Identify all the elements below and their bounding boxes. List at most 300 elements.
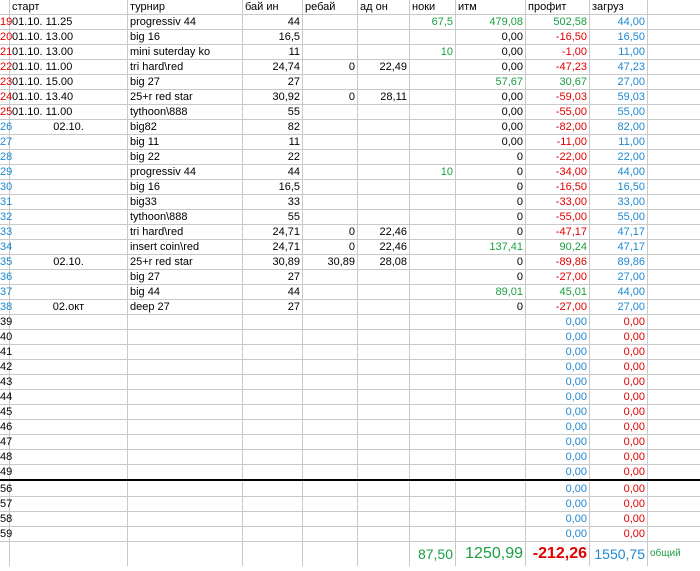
column-header-knockouts[interactable]: ноки <box>410 0 456 15</box>
cell-empty[interactable] <box>648 135 700 150</box>
cell-n[interactable]: 46 <box>0 421 13 433</box>
cell-load[interactable]: 0,00 <box>590 482 648 497</box>
cell-rebuy[interactable]: 0 <box>303 225 358 240</box>
column-header-buyin[interactable]: бай ин <box>243 0 303 15</box>
cell-start[interactable] <box>10 420 128 435</box>
cell-load[interactable]: 27,00 <box>590 300 648 315</box>
cell-empty[interactable] <box>0 542 10 566</box>
cell-n[interactable]: 38 <box>0 301 13 313</box>
cell-n[interactable]: 26 <box>0 121 13 133</box>
cell-empty[interactable] <box>410 497 456 512</box>
cell-empty[interactable] <box>648 435 700 450</box>
cell-empty[interactable] <box>456 512 526 527</box>
cell-itm[interactable]: 0 <box>456 225 526 240</box>
cell-empty[interactable] <box>128 527 243 542</box>
cell-itm[interactable] <box>456 375 526 390</box>
cell-rebuy[interactable] <box>303 30 358 45</box>
cell-load[interactable]: 82,00 <box>590 120 648 135</box>
cell-knockouts[interactable] <box>410 345 456 360</box>
cell-addon[interactable] <box>358 315 410 330</box>
cell-tournament[interactable] <box>128 450 243 465</box>
cell-addon[interactable] <box>358 75 410 90</box>
cell-n[interactable]: 42 <box>0 361 13 373</box>
cell-start[interactable] <box>10 345 128 360</box>
cell-empty[interactable] <box>648 120 700 135</box>
cell-buyin[interactable]: 22 <box>243 150 303 165</box>
cell-empty[interactable] <box>243 497 303 512</box>
cell-rebuy[interactable] <box>303 300 358 315</box>
cell-buyin[interactable]: 24,71 <box>243 225 303 240</box>
cell-itm[interactable]: 0 <box>456 165 526 180</box>
cell-knockouts[interactable] <box>410 30 456 45</box>
cell-buyin[interactable] <box>243 345 303 360</box>
cell-n[interactable]: 44 <box>0 391 13 403</box>
cell-rebuy[interactable]: 30,89 <box>303 255 358 270</box>
cell-tournament[interactable]: big 16 <box>128 30 243 45</box>
cell-buyin[interactable] <box>243 375 303 390</box>
cell-profit[interactable]: -47,17 <box>526 225 590 240</box>
cell-tournament[interactable]: big 27 <box>128 270 243 285</box>
cell-empty[interactable] <box>648 150 700 165</box>
cell-tournament[interactable] <box>128 345 243 360</box>
cell-profit[interactable]: -11,00 <box>526 135 590 150</box>
column-header-start[interactable]: старт <box>10 0 128 15</box>
cell-buyin[interactable]: 30,89 <box>243 255 303 270</box>
cell-addon[interactable] <box>358 195 410 210</box>
cell-profit[interactable]: 0,00 <box>526 482 590 497</box>
cell-knockouts[interactable] <box>410 60 456 75</box>
cell-profit[interactable]: 0,00 <box>526 390 590 405</box>
cell-n[interactable]: 49 <box>0 466 13 478</box>
cell-itm[interactable]: 0,00 <box>456 105 526 120</box>
cell-tournament[interactable]: tri hard\red <box>128 60 243 75</box>
cell-itm[interactable] <box>456 420 526 435</box>
cell-addon[interactable]: 28,08 <box>358 255 410 270</box>
cell-rebuy[interactable] <box>303 210 358 225</box>
cell-rebuy[interactable] <box>303 270 358 285</box>
cell-knockouts[interactable] <box>410 75 456 90</box>
cell-profit[interactable]: -27,00 <box>526 300 590 315</box>
cell-buyin[interactable]: 44 <box>243 285 303 300</box>
cell-empty[interactable] <box>648 60 700 75</box>
cell-empty[interactable] <box>648 300 700 315</box>
cell-buyin[interactable]: 27 <box>243 270 303 285</box>
cell-tournament[interactable]: big 27 <box>128 75 243 90</box>
cell-empty[interactable] <box>10 482 128 497</box>
cell-itm[interactable] <box>456 360 526 375</box>
cell-empty[interactable] <box>648 360 700 375</box>
cell-load[interactable]: 0,00 <box>590 420 648 435</box>
cell-n[interactable]: 25 <box>0 106 13 118</box>
cell-profit[interactable]: 0,00 <box>526 497 590 512</box>
cell-start[interactable] <box>10 285 128 300</box>
cell-load[interactable]: 44,00 <box>590 285 648 300</box>
cell-profit[interactable]: 0,00 <box>526 420 590 435</box>
cell-itm[interactable] <box>456 405 526 420</box>
cell-tournament[interactable] <box>128 465 243 480</box>
cell-buyin[interactable] <box>243 330 303 345</box>
cell-empty[interactable] <box>648 420 700 435</box>
cell-itm[interactable]: 0 <box>456 195 526 210</box>
cell-empty[interactable] <box>648 405 700 420</box>
cell-buyin[interactable] <box>243 450 303 465</box>
cell-knockouts[interactable] <box>410 390 456 405</box>
cell-tournament[interactable]: 25+r red star <box>128 90 243 105</box>
cell-buyin[interactable]: 27 <box>243 75 303 90</box>
column-header-profit[interactable]: профит <box>526 0 590 15</box>
cell-rebuy[interactable] <box>303 420 358 435</box>
cell-load[interactable]: 0,00 <box>590 497 648 512</box>
cell-rebuy[interactable] <box>303 315 358 330</box>
cell-load[interactable]: 11,00 <box>590 135 648 150</box>
cell-n[interactable]: 29 <box>0 166 13 178</box>
cell-rebuy[interactable]: 0 <box>303 240 358 255</box>
cell-buyin[interactable]: 24,71 <box>243 240 303 255</box>
cell-tournament[interactable]: 25+r red star <box>128 255 243 270</box>
cell-empty[interactable] <box>243 542 303 566</box>
cell-knockouts[interactable] <box>410 435 456 450</box>
cell-empty[interactable] <box>648 240 700 255</box>
cell-knockouts[interactable] <box>410 120 456 135</box>
cell-n[interactable]: 22 <box>0 61 13 73</box>
cell-start[interactable] <box>10 435 128 450</box>
cell-rebuy[interactable] <box>303 450 358 465</box>
cell-itm[interactable]: 0 <box>456 270 526 285</box>
cell-profit[interactable]: -89,86 <box>526 255 590 270</box>
cell-knockouts[interactable] <box>410 195 456 210</box>
cell-rebuy[interactable] <box>303 345 358 360</box>
cell-knockouts[interactable] <box>410 465 456 480</box>
cell-n[interactable]: 40 <box>0 331 13 343</box>
cell-buyin[interactable] <box>243 420 303 435</box>
cell-tournament[interactable] <box>128 375 243 390</box>
cell-rebuy[interactable] <box>303 330 358 345</box>
cell-knockouts[interactable] <box>410 180 456 195</box>
cell-profit[interactable]: 0,00 <box>526 330 590 345</box>
cell-profit[interactable]: 0,00 <box>526 450 590 465</box>
cell-addon[interactable] <box>358 330 410 345</box>
cell-profit[interactable]: -22,00 <box>526 150 590 165</box>
cell-itm[interactable]: 0,00 <box>456 45 526 60</box>
cell-knockouts[interactable] <box>410 420 456 435</box>
cell-empty[interactable] <box>303 527 358 542</box>
cell-addon[interactable] <box>358 465 410 480</box>
cell-knockouts[interactable] <box>410 330 456 345</box>
cell-n[interactable]: 28 <box>0 151 13 163</box>
cell-load[interactable]: 16,50 <box>590 180 648 195</box>
cell-empty[interactable] <box>10 527 128 542</box>
cell-empty[interactable] <box>358 542 410 566</box>
cell-empty[interactable] <box>648 45 700 60</box>
cell-load[interactable]: 0,00 <box>590 512 648 527</box>
cell-load[interactable]: 44,00 <box>590 165 648 180</box>
cell-itm[interactable] <box>456 315 526 330</box>
cell-n[interactable]: 36 <box>0 271 13 283</box>
cell-profit[interactable]: 0,00 <box>526 360 590 375</box>
cell-buyin[interactable] <box>243 435 303 450</box>
cell-buyin[interactable]: 11 <box>243 45 303 60</box>
cell-profit[interactable]: -47,23 <box>526 60 590 75</box>
cell-buyin[interactable]: 27 <box>243 300 303 315</box>
cell-rebuy[interactable] <box>303 45 358 60</box>
cell-addon[interactable]: 22,46 <box>358 240 410 255</box>
column-header-addon[interactable]: ад он <box>358 0 410 15</box>
cell-start[interactable] <box>10 270 128 285</box>
cell-empty[interactable] <box>410 482 456 497</box>
cell-buyin[interactable]: 44 <box>243 15 303 30</box>
cell-empty[interactable] <box>456 497 526 512</box>
cell-empty[interactable] <box>303 542 358 566</box>
cell-rebuy[interactable] <box>303 180 358 195</box>
cell-rebuy[interactable] <box>303 375 358 390</box>
cell-n[interactable]: 33 <box>0 226 13 238</box>
cell-rebuy[interactable] <box>303 360 358 375</box>
cell-tournament[interactable]: big 16 <box>128 180 243 195</box>
cell-tournament[interactable]: big 11 <box>128 135 243 150</box>
cell-itm[interactable]: 57,67 <box>456 75 526 90</box>
cell-buyin[interactable]: 11 <box>243 135 303 150</box>
cell-n[interactable]: 58 <box>0 513 13 525</box>
cell-empty[interactable] <box>10 542 128 566</box>
cell-load[interactable]: 55,00 <box>590 210 648 225</box>
cell-addon[interactable] <box>358 360 410 375</box>
cell-n[interactable]: 23 <box>0 76 13 88</box>
cell-load[interactable]: 33,00 <box>590 195 648 210</box>
column-header-empty[interactable] <box>648 0 700 15</box>
cell-rebuy[interactable] <box>303 390 358 405</box>
cell-tournament[interactable] <box>128 435 243 450</box>
cell-addon[interactable]: 28,11 <box>358 90 410 105</box>
cell-load[interactable]: 59,03 <box>590 90 648 105</box>
cell-tournament[interactable]: insert coin\red <box>128 240 243 255</box>
cell-load[interactable]: 0,00 <box>590 390 648 405</box>
cell-tournament[interactable]: big82 <box>128 120 243 135</box>
cell-load[interactable]: 0,00 <box>590 465 648 480</box>
cell-rebuy[interactable] <box>303 435 358 450</box>
cell-empty[interactable] <box>648 285 700 300</box>
cell-rebuy[interactable] <box>303 405 358 420</box>
cell-profit[interactable]: -16,50 <box>526 180 590 195</box>
cell-load[interactable]: 0,00 <box>590 405 648 420</box>
cell-itm[interactable] <box>456 435 526 450</box>
cell-tournament[interactable]: mini suterday ko <box>128 45 243 60</box>
cell-empty[interactable] <box>10 512 128 527</box>
cell-itm[interactable]: 0,00 <box>456 30 526 45</box>
cell-start[interactable] <box>10 135 128 150</box>
cell-empty[interactable] <box>303 512 358 527</box>
cell-n[interactable]: 31 <box>0 196 13 208</box>
cell-tournament[interactable]: big 44 <box>128 285 243 300</box>
cell-itm[interactable]: 0,00 <box>456 135 526 150</box>
cell-empty[interactable] <box>10 497 128 512</box>
cell-buyin[interactable]: 16,5 <box>243 180 303 195</box>
cell-empty[interactable] <box>648 75 700 90</box>
cell-buyin[interactable]: 16,5 <box>243 30 303 45</box>
cell-rebuy[interactable] <box>303 135 358 150</box>
cell-load[interactable]: 47,17 <box>590 225 648 240</box>
cell-knockouts[interactable] <box>410 270 456 285</box>
cell-start[interactable] <box>10 240 128 255</box>
cell-profit[interactable]: 0,00 <box>526 345 590 360</box>
cell-knockouts[interactable] <box>410 285 456 300</box>
cell-start[interactable] <box>10 315 128 330</box>
cell-empty[interactable] <box>648 90 700 105</box>
total-label[interactable]: общий <box>650 548 681 559</box>
cell-addon[interactable] <box>358 15 410 30</box>
cell-addon[interactable] <box>358 345 410 360</box>
total-knockouts[interactable]: 87,50 <box>410 542 456 566</box>
cell-tournament[interactable]: tri hard\red <box>128 225 243 240</box>
cell-rebuy[interactable] <box>303 195 358 210</box>
cell-n[interactable]: 39 <box>0 316 13 328</box>
cell-n[interactable]: 45 <box>0 406 13 418</box>
cell-profit[interactable]: -16,50 <box>526 30 590 45</box>
cell-tournament[interactable]: tythoon\888 <box>128 105 243 120</box>
cell-buyin[interactable] <box>243 315 303 330</box>
cell-load[interactable]: 0,00 <box>590 450 648 465</box>
cell-start[interactable] <box>10 360 128 375</box>
cell-itm[interactable]: 479,08 <box>456 15 526 30</box>
cell-rebuy[interactable] <box>303 285 358 300</box>
cell-n[interactable]: 24 <box>0 91 13 103</box>
cell-itm[interactable]: 0,00 <box>456 60 526 75</box>
cell-n[interactable]: 34 <box>0 241 13 253</box>
cell-addon[interactable] <box>358 165 410 180</box>
cell-n[interactable]: 35 <box>0 256 13 268</box>
cell-empty[interactable] <box>456 482 526 497</box>
cell-start[interactable]: 01.10. 11.00 <box>10 105 128 120</box>
cell-tournament[interactable]: tythoon\888 <box>128 210 243 225</box>
cell-n[interactable]: 30 <box>0 181 13 193</box>
cell-n[interactable]: 32 <box>0 211 13 223</box>
cell-knockouts[interactable] <box>410 225 456 240</box>
cell-start[interactable] <box>10 330 128 345</box>
cell-profit[interactable]: -55,00 <box>526 210 590 225</box>
cell-empty[interactable] <box>303 482 358 497</box>
cell-rebuy[interactable] <box>303 15 358 30</box>
cell-empty[interactable] <box>410 527 456 542</box>
cell-knockouts[interactable] <box>410 210 456 225</box>
cell-load[interactable]: 0,00 <box>590 360 648 375</box>
cell-n[interactable]: 57 <box>0 498 13 510</box>
cell-n[interactable]: 47 <box>0 436 13 448</box>
cell-empty[interactable] <box>648 225 700 240</box>
cell-buyin[interactable]: 82 <box>243 120 303 135</box>
cell-empty[interactable] <box>648 497 700 512</box>
cell-tournament[interactable]: progressiv 44 <box>128 15 243 30</box>
cell-start[interactable]: 02.10. <box>10 255 128 270</box>
cell-load[interactable]: 16,50 <box>590 30 648 45</box>
cell-tournament[interactable]: big 22 <box>128 150 243 165</box>
cell-rebuy[interactable]: 0 <box>303 90 358 105</box>
cell-load[interactable]: 89,86 <box>590 255 648 270</box>
cell-knockouts[interactable]: 67,5 <box>410 15 456 30</box>
cell-profit[interactable]: 30,67 <box>526 75 590 90</box>
cell-knockouts[interactable] <box>410 315 456 330</box>
cell-addon[interactable] <box>358 30 410 45</box>
cell-addon[interactable] <box>358 450 410 465</box>
cell-itm[interactable] <box>456 330 526 345</box>
cell-profit[interactable]: -33,00 <box>526 195 590 210</box>
cell-empty[interactable] <box>648 180 700 195</box>
cell-addon[interactable] <box>358 210 410 225</box>
cell-buyin[interactable]: 44 <box>243 165 303 180</box>
cell-load[interactable]: 0,00 <box>590 345 648 360</box>
cell-addon[interactable]: 22,46 <box>358 225 410 240</box>
cell-start[interactable] <box>10 390 128 405</box>
cell-load[interactable]: 27,00 <box>590 270 648 285</box>
cell-buyin[interactable]: 30,92 <box>243 90 303 105</box>
cell-tournament[interactable]: deep 27 <box>128 300 243 315</box>
cell-itm[interactable] <box>456 450 526 465</box>
cell-start[interactable]: 02.10. <box>10 120 128 135</box>
cell-knockouts[interactable] <box>410 90 456 105</box>
cell-start[interactable] <box>10 180 128 195</box>
cell-empty[interactable] <box>358 512 410 527</box>
cell-addon[interactable] <box>358 105 410 120</box>
cell-addon[interactable] <box>358 285 410 300</box>
cell-addon[interactable] <box>358 180 410 195</box>
cell-empty[interactable] <box>648 105 700 120</box>
cell-addon[interactable] <box>358 45 410 60</box>
cell-empty[interactable] <box>303 497 358 512</box>
cell-empty[interactable] <box>128 482 243 497</box>
cell-n[interactable]: 43 <box>0 376 13 388</box>
cell-start[interactable]: 01.10. 15.00 <box>10 75 128 90</box>
cell-knockouts[interactable] <box>410 255 456 270</box>
cell-start[interactable] <box>10 165 128 180</box>
cell-itm[interactable] <box>456 465 526 480</box>
cell-profit[interactable]: 0,00 <box>526 465 590 480</box>
cell-empty[interactable] <box>648 527 700 542</box>
cell-tournament[interactable] <box>128 420 243 435</box>
cell-load[interactable]: 47,17 <box>590 240 648 255</box>
cell-load[interactable]: 55,00 <box>590 105 648 120</box>
cell-empty[interactable] <box>128 542 243 566</box>
cell-empty[interactable] <box>648 195 700 210</box>
cell-buyin[interactable] <box>243 390 303 405</box>
cell-addon[interactable] <box>358 135 410 150</box>
cell-start[interactable] <box>10 195 128 210</box>
cell-n[interactable]: 27 <box>0 136 13 148</box>
cell-load[interactable]: 0,00 <box>590 315 648 330</box>
cell-start[interactable] <box>10 150 128 165</box>
cell-itm[interactable] <box>456 345 526 360</box>
cell-itm[interactable] <box>456 390 526 405</box>
total-load[interactable]: 1550,75 <box>590 542 648 566</box>
cell-rebuy[interactable] <box>303 150 358 165</box>
column-header-tournament[interactable]: турнир <box>128 0 243 15</box>
cell-tournament[interactable] <box>128 330 243 345</box>
cell-itm[interactable]: 0 <box>456 255 526 270</box>
cell-empty[interactable] <box>648 465 700 480</box>
cell-profit[interactable]: 502,58 <box>526 15 590 30</box>
cell-empty[interactable] <box>410 512 456 527</box>
cell-profit[interactable]: -59,03 <box>526 90 590 105</box>
cell-itm[interactable]: 0,00 <box>456 120 526 135</box>
cell-start[interactable]: 02.окт <box>10 300 128 315</box>
cell-empty[interactable] <box>243 482 303 497</box>
cell-rebuy[interactable] <box>303 75 358 90</box>
cell-profit[interactable]: 0,00 <box>526 315 590 330</box>
cell-knockouts[interactable] <box>410 450 456 465</box>
cell-start[interactable] <box>10 405 128 420</box>
cell-profit[interactable]: -1,00 <box>526 45 590 60</box>
cell-tournament[interactable]: progressiv 44 <box>128 165 243 180</box>
cell-profit[interactable]: 90,24 <box>526 240 590 255</box>
cell-profit[interactable]: -27,00 <box>526 270 590 285</box>
cell-load[interactable]: 0,00 <box>590 527 648 542</box>
